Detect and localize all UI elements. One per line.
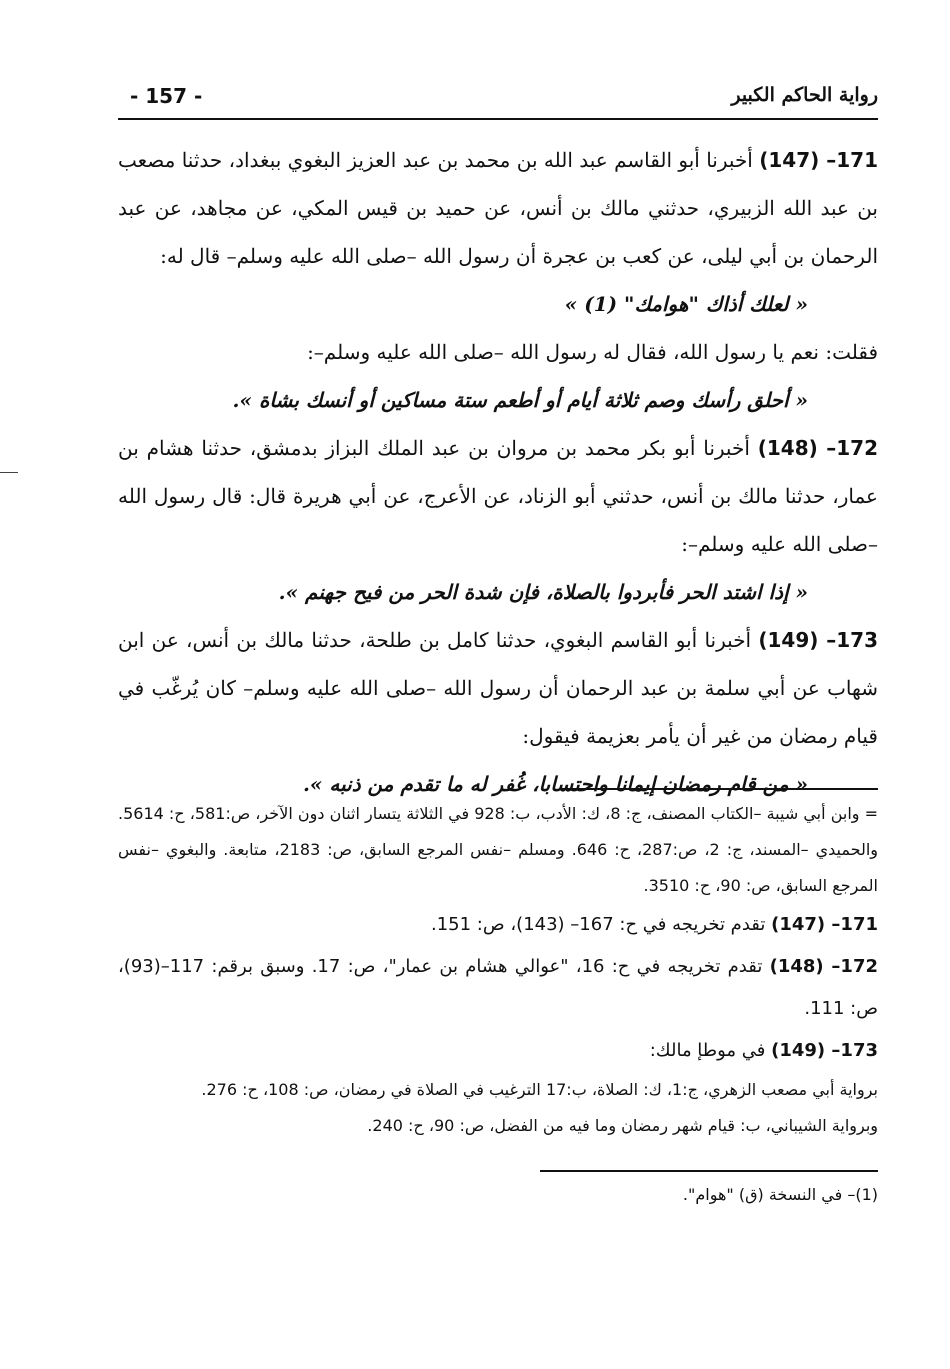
hadith-171 xyxy=(118,136,878,280)
note-173-line-1: برواية أبي مصعب الزهري، ج:1، ك: الصلاة، ب:17 الترغيب في الصلاة في رمضان، ص: 108، ح: 276. xyxy=(201,1080,878,1099)
hadith-number: 172– (148) xyxy=(757,436,878,460)
hadith-reply: فقلت: نعم يا رسول الله، فقال له رسول الله –صلى الله عليه وسلم–: xyxy=(307,340,878,364)
footnote-section xyxy=(118,1180,878,1210)
note-number: 171– (147) xyxy=(771,914,878,935)
footnote-separator xyxy=(540,1170,878,1172)
note-text: تقدم تخريجه في ح: 16، "عوالي هشام بن عمار"، ص: 17. وسبق برقم: 117–(93)، ص: 111. xyxy=(118,956,878,1019)
hadith-isnad: أخبرنا أبو بكر محمد بن مروان بن عبد الملك البزاز بدمشق، حدثنا هشام بن عمار، حدثنا مالك بن أنس، حدثني أبو الزناد، عن الأعرج، عن أبي هريرة قال: قال رسول الله –صلى الله عليه وسلم–: xyxy=(118,436,878,556)
note-173 xyxy=(118,1030,878,1072)
note-number: 173– (149) xyxy=(771,1040,878,1061)
note-text: تقدم تخريجه في ح: 167– (143)، ص: 151. xyxy=(430,914,772,935)
note-173-line-2: وبرواية الشيباني، ب: قيام شهر رمضان وما فيه من الفضل، ص: 90، ح: 240. xyxy=(367,1116,878,1135)
footnote-1: (1)– في النسخة (ق) "هوام". xyxy=(682,1185,878,1204)
note-text: في موطإ مالك: xyxy=(649,1040,772,1061)
note-172 xyxy=(118,946,878,1030)
scan-edge-mark xyxy=(0,472,18,473)
hadith-quote: « أحلق رأسك وصم ثلاثة أيام أو أطعم ستة مساكين أو أنسك بشاة ». xyxy=(232,388,808,412)
note-continuation: = وابن أبي شيبة –الكتاب المصنف، ج: 8، ك: الأدب، ب: 928 في الثلاثة يتسار اثنان دون الآخر، ص:581، ح: 5614. والحميدي –المسند، ج: 2، ص:287، ح: 646. ومسلم –نفس المرجع السابق، ص: 2183، متابعة. والبغوي –نفس المرجع السابق، ص: 90، ح: 3510. xyxy=(118,804,879,895)
hadith-isnad: أخبرنا أبو القاسم عبد الله بن محمد بن عبد العزيز البغوي ببغداد، حدثنا مصعب بن عبد الله الزبيري، حدثني مالك بن أنس، عن حميد بن قيس المكي، عن مجاهد، عن عبد الرحمان بن أبي ليلى، عن كعب بن عجرة أن رسول الله –صلى الله عليه وسلم– قال له: xyxy=(118,148,878,268)
hadith-quote: « من قام رمضان إيمانا واحتسابا، غُفر له ما تقدم من ذنبه ». xyxy=(302,772,808,796)
hadith-172 xyxy=(118,424,878,568)
page-number: - 157 - xyxy=(130,84,203,108)
notes-section xyxy=(118,796,878,1144)
hadith-173 xyxy=(118,616,878,760)
hadith-number: 171– (147) xyxy=(759,148,878,172)
main-text xyxy=(118,136,878,808)
hadith-isnad: أخبرنا أبو القاسم البغوي، حدثنا كامل بن طلحة، حدثنا مالك بن أنس، عن ابن شهاب عن أبي سلمة بن عبد الرحمان أن رسول الله –صلى الله عليه وسلم– كان يُرغّب في قيام رمضان من غير أن يأمر بعزيمة فيقول: xyxy=(118,628,878,748)
running-title: رواية الحاكم الكبير xyxy=(731,84,878,106)
page-header xyxy=(118,78,878,120)
note-171 xyxy=(118,904,878,946)
hadith-number: 173– (149) xyxy=(758,628,879,652)
note-number: 172– (148) xyxy=(769,956,878,977)
notes-separator xyxy=(560,788,878,790)
hadith-quote: « إذا اشتد الحر فأبردوا بالصلاة، فإن شدة الحر من فيح جهنم ». xyxy=(278,580,808,604)
hadith-quote: « لعلك أذاك "هوامك" (1) » xyxy=(564,292,808,316)
